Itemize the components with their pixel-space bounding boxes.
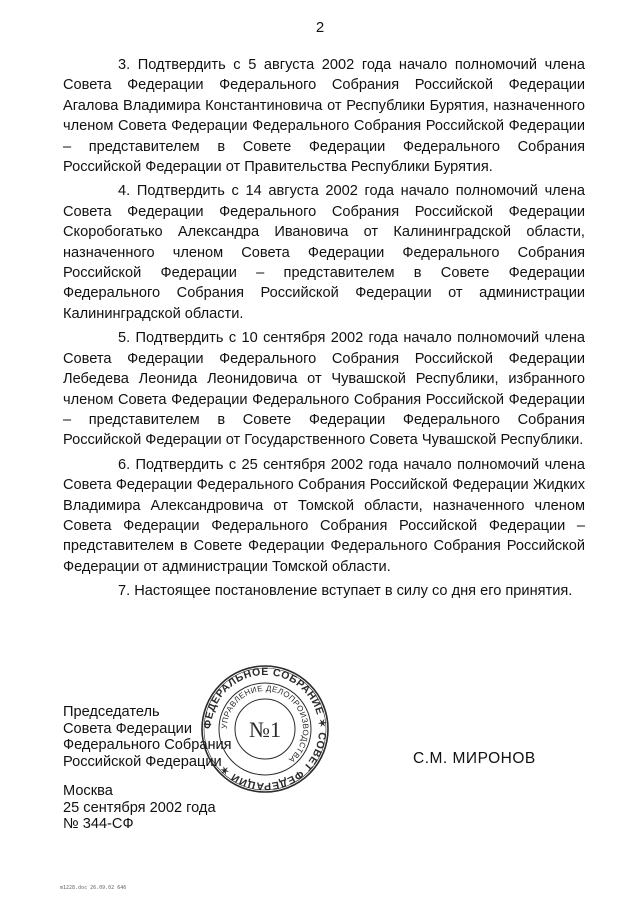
- position-line-2: Совета Федерации: [63, 720, 192, 737]
- paragraph-5: 5. Подтвердить с 10 сентября 2002 года начало полномочий члена Совета Федерации Федерального Собрания Российской Федерации Лебедева Леонида Леонидовича от Чувашской Республики, избранного членом Совета Федерации Федерального Собрания Российской Федерации – представителем в Совете Федерации Федерального Собрания Российской Федерации от Государственного Совета Чувашской Республики.: [63, 330, 585, 449]
- seal-center-number: №1: [249, 717, 281, 742]
- paragraph-3: 3. Подтвердить с 5 августа 2002 года начало полномочий члена Совета Федерации Федерального Собрания Российской Федерации Агалова Владимира Константиновича от Республики Бурятия, назначенного членом Совета Федерации Федерального Собрания Российской Федерации – представителем в Совете Федерации Федерального Собрания Российской Федерации от Правительства Республики Бурятия.: [63, 57, 585, 176]
- place-date-block: [63, 783, 216, 833]
- document-date: 25 сентября 2002 года: [63, 799, 216, 816]
- paragraph-4: 4. Подтвердить с 14 августа 2002 года начало полномочий члена Совета Федерации Федерального Собрания Российской Федерации Скоробогатько Александра Ивановича от Калининградской области, назначенного членом Совета Федерации Федерального Собрания Российской Федерации – представителем в Совете Федерации Федерального Собрания Российской Федерации от администрации Калининградской области.: [63, 183, 585, 322]
- position-line-4: Российской Федерации: [63, 753, 222, 770]
- city: Москва: [63, 783, 113, 799]
- seal-outer-text: ФЕДЕРАЛЬНОЕ СОБРАНИЕ ✶ СОВЕТ ФЕДЕРАЦИИ ✶: [201, 665, 329, 793]
- official-seal: [200, 664, 330, 794]
- document-number: № 344-СФ: [63, 816, 134, 832]
- position-line-3: Федерального Собрания: [63, 737, 232, 753]
- position-line-1: Председатель: [63, 704, 160, 720]
- paragraph-7: 7. Настоящее постановление вступает в силу со дня его принятия.: [118, 583, 573, 600]
- footer-file-code: m1228.doc 26.09.02 646: [60, 885, 127, 891]
- signer-name: С.М. МИРОНОВ: [413, 750, 536, 767]
- paragraph-6: 6. Подтвердить с 25 сентября 2002 года начало полномочий члена Совета Федерации Федерального Собрания Российской Федерации Жидких Владимира Александровича от Томской области, назначенного членом Совета Федерации Федерального Собрания Российской Федерации – представителем в Совете Федерации Федерального Собрания Российской Федерации от администрации Томской области.: [63, 456, 585, 575]
- document-body: [63, 55, 585, 606]
- page-number: 2: [315, 19, 325, 36]
- seal-inner-text: УПРАВЛЕНИЕ ДЕЛОПРОИЗВОДСТВА: [219, 683, 311, 765]
